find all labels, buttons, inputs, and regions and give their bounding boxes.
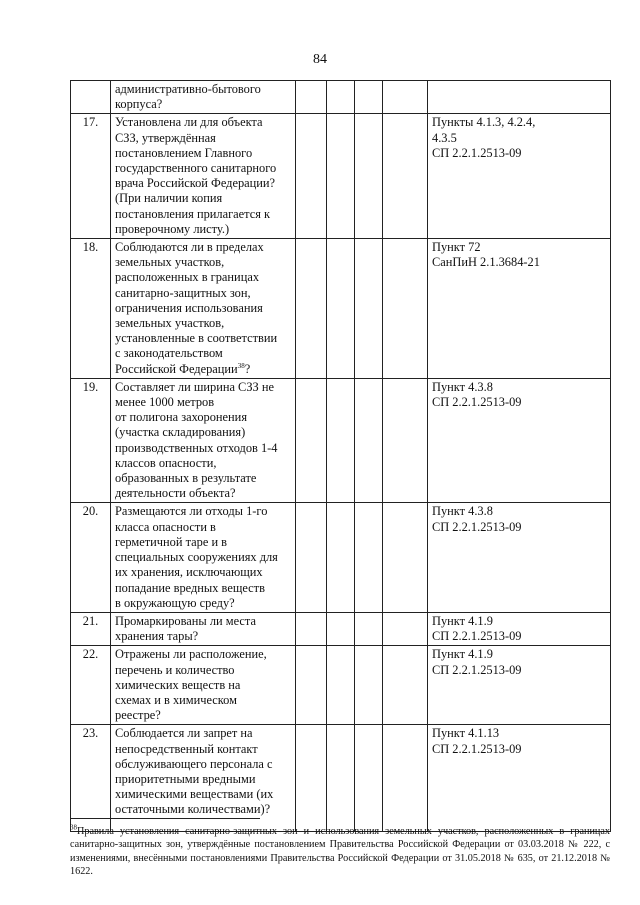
notes-cell (383, 114, 428, 239)
page-number: 84 (313, 52, 327, 67)
notes-cell (383, 239, 428, 379)
checklist-table (70, 80, 611, 832)
answer-na-cell (355, 646, 383, 725)
reference-cell: Пункт 4.3.8 СП 2.2.1.2513-09 (428, 503, 611, 612)
table-row (71, 378, 611, 503)
footnote-divider (70, 818, 260, 819)
answer-no-cell (327, 378, 355, 503)
table-row (71, 114, 611, 239)
answer-yes-cell (296, 612, 327, 645)
question-cell (111, 646, 296, 725)
footnote-text: Правила установления санитарно-защитных зон и использования земельных участков, расположенных в границах санитарно-защитных зон, утверждённые постановлением Правительства Российской Федерации от 03.03.2018 № 222, с изменениями, внесёнными постановлениями Правительства Российской Федерации от 31.05.2018 № 635, от 21.12.2018 № 1622. (70, 826, 610, 877)
notes-cell (383, 503, 428, 612)
notes-cell (383, 81, 428, 114)
question-text: Размещаются ли отходы 1-го класса опасности в герметичной таре и в специальных сооружениях для их хранения, исключающих попадание вредных веществ в окружающую среду? (115, 504, 278, 610)
question-cell (111, 503, 296, 612)
answer-no-cell (327, 503, 355, 612)
row-number: 17. (71, 114, 111, 239)
answer-yes-cell (296, 646, 327, 725)
footnote-reference: 38 (237, 361, 245, 370)
answer-yes-cell (296, 114, 327, 239)
question-text: Соблюдается ли запрет на непосредственный контакт обслуживающего персонала с приоритетными вредными химическими веществами (их остаточными количествами)? (115, 726, 274, 817)
answer-yes-cell (296, 503, 327, 612)
row-number: 22. (71, 646, 111, 725)
footnote-marker: 38 (70, 823, 77, 832)
row-number: 21. (71, 612, 111, 645)
question-cell (111, 81, 296, 114)
answer-na-cell (355, 239, 383, 379)
answer-na-cell (355, 114, 383, 239)
answer-no-cell (327, 81, 355, 114)
question-cell (111, 725, 296, 832)
question-text: Составляет ли ширина СЗЗ не менее 1000 метров от полигона захоронения (участка складирования) производственных отходов 1-4 классов опасности, образованных в результате деятельности объекта? (115, 379, 278, 501)
row-number (71, 81, 111, 114)
question-tail: ? (244, 361, 251, 376)
question-cell (111, 378, 296, 503)
question-text: Установлена ли для объекта СЗЗ, утверждённая постановлением Главного государственного санитарного врача Российской Федерации? (При наличии копия постановления прилагается к проверочному листу.) (115, 115, 277, 236)
question-cell (111, 114, 296, 239)
table-row (71, 612, 611, 645)
answer-no-cell (327, 725, 355, 832)
answer-yes-cell (296, 81, 327, 114)
table-row (71, 503, 611, 612)
answer-na-cell (355, 81, 383, 114)
answer-yes-cell (296, 725, 327, 832)
notes-cell (383, 725, 428, 832)
question-text: Соблюдаются ли в пределах земельных участков, расположенных в границах санитарно-защитных зон, ограничения использования земельных участков, установленные в соответствии с законодательством Российской Федерации (115, 240, 278, 376)
reference-cell: Пункт 4.1.13 СП 2.2.1.2513-09 (428, 725, 611, 832)
answer-no-cell (327, 646, 355, 725)
row-number: 20. (71, 503, 111, 612)
reference-cell (428, 81, 611, 114)
row-number: 23. (71, 725, 111, 832)
notes-cell (383, 378, 428, 503)
reference-cell: Пункты 4.1.3, 4.2.4, 4.3.5 СП 2.2.1.2513-09 (428, 114, 611, 239)
row-number: 18. (71, 239, 111, 379)
question-cell (111, 612, 296, 645)
reference-cell: Пункт 72 СанПиН 2.1.3684-21 (428, 239, 611, 379)
question-text: Промаркированы ли места хранения тары? (115, 613, 256, 644)
answer-no-cell (327, 239, 355, 379)
table-row (71, 239, 611, 379)
answer-na-cell (355, 612, 383, 645)
table-row (71, 725, 611, 832)
reference-cell: Пункт 4.1.9 СП 2.2.1.2513-09 (428, 612, 611, 645)
question-text: административно-бытового корпуса? (115, 82, 261, 112)
reference-cell: Пункт 4.1.9 СП 2.2.1.2513-09 (428, 646, 611, 725)
notes-cell (383, 646, 428, 725)
table-row (71, 81, 611, 114)
row-number: 19. (71, 378, 111, 503)
answer-na-cell (355, 725, 383, 832)
notes-cell (383, 612, 428, 645)
answer-yes-cell (296, 378, 327, 503)
answer-no-cell (327, 612, 355, 645)
question-text: Отражены ли расположение, перечень и количество химических веществ на схемах и в химическом реестре? (115, 647, 267, 723)
reference-cell: Пункт 4.3.8 СП 2.2.1.2513-09 (428, 378, 611, 503)
footnote (70, 825, 610, 878)
question-cell (111, 239, 296, 379)
answer-yes-cell (296, 239, 327, 379)
table-row (71, 646, 611, 725)
answer-no-cell (327, 114, 355, 239)
answer-na-cell (355, 503, 383, 612)
answer-na-cell (355, 378, 383, 503)
